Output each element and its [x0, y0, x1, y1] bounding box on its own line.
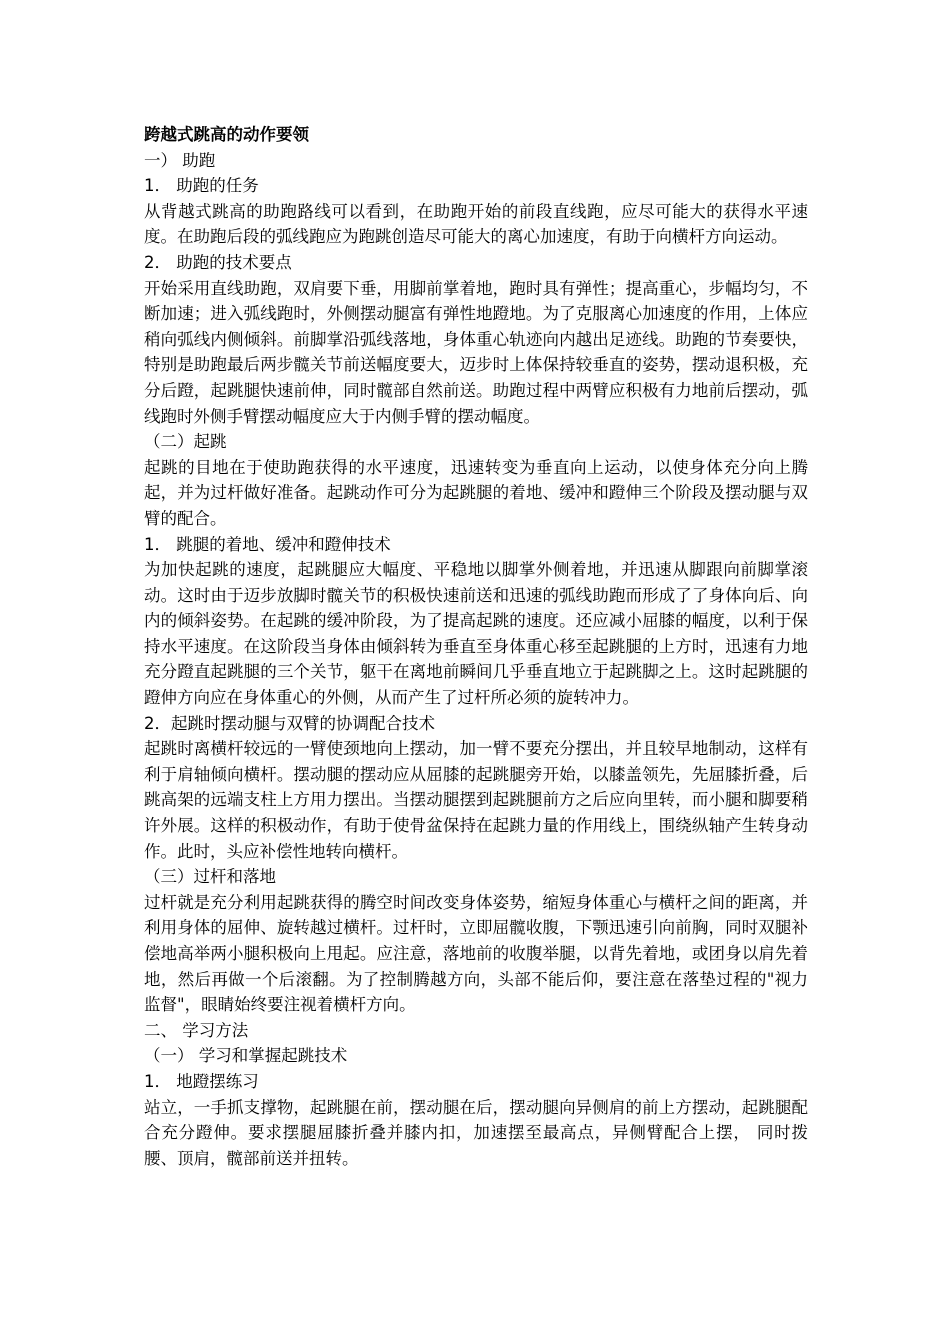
- subsection-heading: 2． 助跑的技术要点: [144, 252, 292, 272]
- paragraph: 为加快起跳的速度，起跳腿应大幅度、平稳地以脚掌外侧着地，并迅速从脚跟向前脚掌滚动。这时由于迈步放脚时髋关节的积极快速前送和迅速的弧线助跑而形成了了身体向后、向内的倾斜姿势。在起跳的缓冲阶段，为了提高起跳的速度。还应减小屈膝的幅度，以利于保持水平速度。在这阶段当身体由倾斜转为垂直至身体重心移至起跳腿的上方时，迅速有力地充分蹬直起跳腿的三个关节，躯干在离地前瞬间几乎垂直地立于起跳脚之上。这时起跳腿的蹬伸方向应在身体重心的外侧，从而产生了过杆所必须的旋转冲力。: [144, 560, 808, 708]
- subsection-heading: 1． 跳腿的着地、缓冲和蹬伸技术: [144, 534, 391, 554]
- paragraph: 起跳时离横杆较远的一臂使颈地向上摆动，加一臂不要充分摆出，并且较早地制动，这样有利于肩轴倾向横杆。摆动腿的摆动应从屈膝的起跳腿旁开始，以膝盖领先，先屈膝折叠，后跳高架的远端支柱上方用力摆出。当摆动腿摆到起跳腿前方之后应向里转，而小腿和脚要稍许外展。这样的积极动作，有助于使骨盆保持在起跳力量的作用线上，围绕纵轴产生转身动作。此时，头应补偿性地转向横杆。: [144, 739, 808, 861]
- section-heading: 一） 助跑: [144, 150, 216, 170]
- paragraph: 开始采用直线助跑，双肩要下垂，用脚前掌着地，跑时具有弹性；提高重心，步幅均匀，不断加速；进入弧线跑时，外侧摆动腿富有弹性地蹬地。为了克服离心加速度的作用，上体应稍向弧线内侧倾斜。前脚掌沿弧线落地，身体重心轨迹向内越出足迹线。助跑的节奏要快，特别是助跑最后两步髋关节前送幅度要大，迈步时上体保持较垂直的姿势，摆动退积极，充分后蹬，起跳腿快速前伸，同时髋部自然前送。助跑过程中两臂应积极有力地前后摆动，弧线跑时外侧手臂摆动幅度应大于内侧手臂的摆动幅度。: [144, 278, 808, 426]
- subsection-heading: 1． 助跑的任务: [144, 176, 259, 196]
- subsection-heading: 1． 地蹬摆练习: [144, 1071, 259, 1091]
- document-title: 跨越式跳高的动作要领: [144, 125, 309, 144]
- paragraph: 站立，一手抓支撑物，起跳腿在前，摆动腿在后，摆动腿向异侧肩的前上方摆动，起跳腿配合充分蹬伸。要求摆腿屈膝折叠并膝内扣，加速摆至最高点，异侧臂配合上摆， 同时拨腰、顶肩，髋部前送并扭转。: [144, 1097, 808, 1168]
- paragraph: 从背越式跳高的助跑路线可以看到，在助跑开始的前段直线跑，应尽可能大的获得水平速度。在助跑后段的弧线跑应为跑跳创造尽可能大的离心加速度，有助于向横杆方向运动。: [144, 201, 808, 247]
- document-page: [144, 122, 808, 1171]
- section-heading: （三）过杆和落地: [144, 867, 276, 887]
- paragraph: 起跳的目地在于使助跑获得的水平速度，迅速转变为垂直向上运动，以使身体充分向上腾起，并为过杆做好准备。起跳动作可分为起跳腿的着地、缓冲和蹬伸三个阶段及摆动腿与双臂的配合。: [144, 457, 808, 528]
- subsection-heading: 2．起跳时摆动腿与双臂的协调配合技术: [144, 713, 435, 733]
- section-heading: （二）起跳: [144, 432, 227, 452]
- paragraph: 过杆就是充分利用起跳获得的腾空时间改变身体姿势，缩短身体重心与横杆之间的距离，并利用身体的屈伸、旋转越过横杆。过杆时，立即屈髋收腹，下颚迅速引向前胸，同时双腿补偿地高举两小腿积极向上甩起。应注意，落地前的收腹举腿，以背先着地，或团身以肩先着地，然后再做一个后滚翻。为了控制腾越方向，头部不能后仰，要注意在落垫过程的"视力监督"，眼睛始终要注视着横杆方向。: [144, 892, 808, 1015]
- section-heading: 二、 学习方法: [144, 1020, 249, 1040]
- section-heading: （一） 学习和掌握起跳技术: [144, 1046, 348, 1066]
